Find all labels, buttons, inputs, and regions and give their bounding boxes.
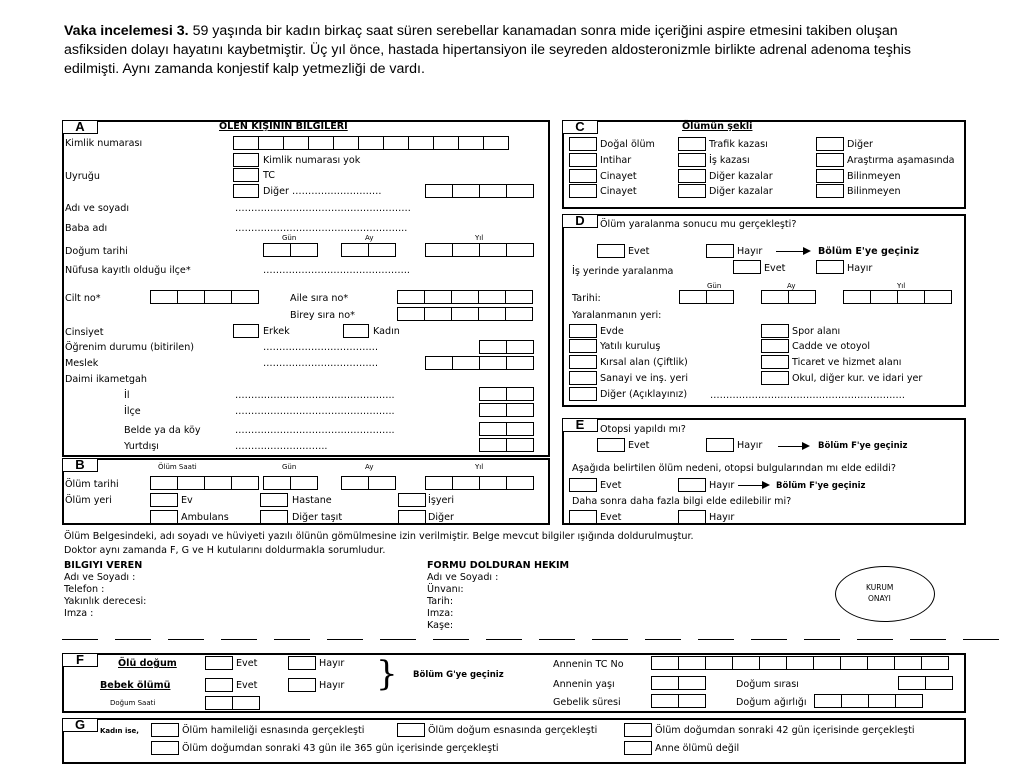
label-bebek-olumu: Bebek ölümü [100,680,171,691]
label-e-hayir-2: Hayır [709,480,735,491]
label-f-hayir-2: Hayır [319,680,345,691]
label-f-evet-2: Evet [236,680,258,691]
label-kimlik: Kimlik numarası [65,138,143,149]
label-anne-yas: Annenin yaşı [553,679,615,690]
c-col3-2-checkbox[interactable] [816,169,844,183]
kimlik-yok-checkbox[interactable] [233,153,259,167]
hekim-tarih[interactable]: Tarih: [427,596,454,607]
label-b-gun: Gün [282,463,297,471]
footer-line1: Ölüm Belgesindeki, adı soyadı ve hüviyeti yazılı ölünün gömülmesine izin verilmiştir. Belge mevcut bilgiler ışığında doldurulmuştur. [64,531,694,542]
ogrenim-code-field[interactable] [479,340,533,354]
label-uyrugu: Uyruğu [65,171,100,182]
dogum-sirasi-field[interactable] [898,676,952,690]
adi-soyadi-field[interactable]: ………………………………………………. [235,203,411,214]
c-col3-0-checkbox[interactable] [816,137,844,151]
c-col3-3-checkbox[interactable] [816,184,844,198]
c-col2-0-checkbox[interactable] [678,137,706,151]
c-col1-2-label: Cinayet [600,171,637,182]
separator-dash [62,639,98,640]
c-col2-3-label: Diğer kazalar [709,186,773,197]
d-right-3-checkbox[interactable] [761,371,789,385]
hekim-title: FORMU DOLDURAN HEKIM [427,560,570,571]
hastane-checkbox[interactable] [260,493,288,507]
label-isyeri: İşyeri [428,495,455,506]
label-e-hayir-1: Hayır [737,440,763,451]
d-diger-field[interactable]: ……………………………………………………. [710,390,905,401]
label-g-o1: Ölüm hamileliği esnasında gerçekleşti [182,725,365,736]
d-isyeri-hayir-checkbox[interactable] [816,260,844,274]
label-olum-saati: Ölüm Saati [158,463,197,471]
e-q3: Daha sonra daha fazla bilgi elde edilebilir mi? [572,496,792,507]
gebelik-field[interactable] [651,694,705,708]
label-g-o5: Anne ölümü değil [655,743,740,754]
label-f-hayir-1: Hayır [319,658,345,669]
isyeri-checkbox[interactable] [398,493,426,507]
birey-sira-field[interactable] [397,307,532,321]
diger-tasit-checkbox[interactable] [260,510,288,524]
label-d-isyeri-hayir: Hayır [847,263,873,274]
label-e-evet-1: Evet [628,440,650,451]
bebek-olumu-evet-checkbox[interactable] [205,678,233,692]
c-col1-0-checkbox[interactable] [569,137,597,151]
section-f-tag: F [62,653,98,667]
label-meslek: Meslek [65,358,99,369]
label-diger-tasit: Diğer taşıt [292,512,343,523]
d-right-0-label: Spor alanı [792,326,841,337]
label-f-evet-1: Evet [236,658,258,669]
il-field[interactable]: ………………………………………….. [235,390,395,401]
label-nufus: Nüfusa kayıtlı olduğu ilçe* [65,265,191,276]
c-col2-1-checkbox[interactable] [678,153,706,167]
label-d-gun: Gün [707,282,722,290]
veren-telefon[interactable]: Telefon : [64,584,105,595]
separator-dash [221,639,257,640]
label-b-diger: Diğer [428,512,454,523]
separator-dash [539,639,575,640]
label-olu-dogum: Ölü doğum [118,658,177,669]
label-aile: Aile sıra no* [290,293,349,304]
label-olum-tarihi: Ölüm tarihi [65,479,119,490]
b-diger-checkbox[interactable] [398,510,426,524]
e-q3-evet-checkbox[interactable] [569,510,597,524]
separator-dash [804,639,840,640]
label-hastane: Hastane [292,495,332,506]
section-a-title: OLEN KIŞININ BILGILERI [219,121,348,132]
label-erkek: Erkek [263,326,290,337]
label-cilt: Cilt no* [65,293,101,304]
label-belde: Belde ya da köy [124,425,201,436]
label-ay: Ay [365,234,374,242]
d-question: Ölüm yaralanma sonucu mu gerçekleşti? [600,219,797,230]
onayi-label: ONAYI [868,594,891,603]
separator-dash [963,639,999,640]
label-kimlik-yok: Kimlik numarası yok [263,155,361,166]
e-q3-hayir-checkbox[interactable] [678,510,706,524]
d-left-0-label: Evde [600,326,624,337]
e-otopsi: Otopsi yapıldı mı? [600,424,686,435]
label-b-yil: Yıl [475,463,484,471]
c-col1-0-label: Doğal ölüm [600,139,655,150]
d-left-0-checkbox[interactable] [569,324,597,338]
label-d-tarihi: Tarihi: [572,293,601,304]
c-col2-2-label: Diğer kazalar [709,171,773,182]
yurtdisi-code-field[interactable] [479,438,533,452]
yurtdisi-field[interactable]: ……………………….. [235,441,328,452]
label-ogrenim: Öğrenim durumu (bitirilen) [65,342,195,353]
label-anne-tc: Annenin TC No [553,659,624,670]
e-otopsi-evet-checkbox[interactable] [597,438,625,452]
label-b-ay: Ay [365,463,374,471]
label-dogum-tarihi: Doğum tarihi [65,246,128,257]
label-d-ay: Ay [787,282,796,290]
d-gun-field[interactable] [679,290,733,304]
d-right-2-checkbox[interactable] [761,355,789,369]
label-d-isyeri: İş yerinde yaralanma [572,266,674,277]
kurum-label: KURUM [866,583,894,592]
section-c-tag: C [562,120,598,134]
olum-gun-field[interactable] [263,476,317,490]
anne-tc-field[interactable] [651,656,948,670]
label-gun: Gün [282,234,297,242]
separator-dash [698,639,734,640]
hekim-adi[interactable]: Adı ve Soyadı : [427,572,499,583]
label-cinsiyet: Cinsiyet [65,327,104,338]
e-q2-evet-checkbox[interactable] [569,478,597,492]
d-right-3-label: Okul, diğer kur. ve idari yer [792,373,923,384]
kimlik-number-field[interactable] [233,136,508,150]
dogum-ay-field[interactable] [341,243,395,257]
olu-dogum-evet-checkbox[interactable] [205,656,233,670]
case-text: 59 yaşında bir kadın birkaç saat süren serebellar kanamadan sonra mide içeriğini aspire etmesini takiben oluşan asfiksiden dolayı hayatını kaybetmiştir. Üç yıl önce, hastada hipertansiyon ile seyreden aldosteronizmle birlikte adrenal adenoma teşhis edilmişti. Aynı zamanda konjestif kalp yetmezliği de vardı. [64,23,911,77]
c-col1-1-checkbox[interactable] [569,153,597,167]
case-intro [64,22,964,79]
separator-dash [592,639,628,640]
anne-yas-field[interactable] [651,676,705,690]
label-kadin: Kadın [373,326,400,337]
d-left-1-checkbox[interactable] [569,339,597,353]
uyruk-code-field[interactable] [425,184,533,198]
d-right-0-checkbox[interactable] [761,324,789,338]
d-isyeri-evet-checkbox[interactable] [733,260,761,274]
label-olum-yeri: Ölüm yeri [65,495,112,506]
e-otopsi-hayir-checkbox[interactable] [706,438,734,452]
d-evet-checkbox[interactable] [597,244,625,258]
separator-dash [486,639,522,640]
label-yurtdisi: Yurtdışı [124,441,159,452]
label-ilce: İlçe [124,406,141,417]
c-col1-3-checkbox[interactable] [569,184,597,198]
label-d-yer: Yaralanmanın yeri: [572,310,662,321]
arrow-icon [778,446,808,447]
belde-code-field[interactable] [479,422,533,436]
separator-dash [115,639,151,640]
d-left-4-label: Diğer (Açıklayınız) [600,389,688,400]
c-col3-2-label: Bilinmeyen [847,171,901,182]
separator-dash [910,639,946,640]
d-goto: Bölüm E'ye geçiniz [818,246,920,257]
d-right-1-checkbox[interactable] [761,339,789,353]
d-left-3-checkbox[interactable] [569,371,597,385]
olu-dogum-hayir-checkbox[interactable] [288,656,316,670]
ambulans-checkbox[interactable] [150,510,178,524]
d-right-1-label: Cadde ve otoyol [792,341,871,352]
d-left-1-label: Yatılı kuruluş [600,341,661,352]
c-col2-3-checkbox[interactable] [678,184,706,198]
d-right-2-label: Ticaret ve hizmet alanı [792,357,902,368]
olum-yil-field[interactable] [425,476,533,490]
c-col2-1-label: İş kazası [709,155,750,166]
separator-dash [274,639,310,640]
c-col3-1-checkbox[interactable] [816,153,844,167]
label-d-yil: Yıl [897,282,906,290]
bebek-olumu-hayir-checkbox[interactable] [288,678,316,692]
separator-dash [168,639,204,640]
c-col2-0-label: Trafik kazası [709,139,768,150]
cilt-no-field[interactable] [150,290,258,304]
label-d-evet: Evet [628,246,650,257]
dogum-gun-field[interactable] [263,243,317,257]
dogum-agirligi-field[interactable] [814,694,922,708]
c-col1-2-checkbox[interactable] [569,169,597,183]
ev-checkbox[interactable] [150,493,178,507]
g-hamilelik-checkbox[interactable] [151,723,179,737]
hekim-kase[interactable]: Kaşe: [427,620,454,631]
d-hayir-checkbox[interactable] [706,244,734,258]
e-q2-hayir-checkbox[interactable] [678,478,706,492]
label-ev: Ev [181,495,193,506]
c-col1-1-label: Intihar [600,155,632,166]
section-c-title: Ölümün şekli [682,121,753,132]
label-e-evet-2: Evet [600,480,622,491]
aile-sira-field[interactable] [397,290,532,304]
label-e-hayir-3: Hayır [709,512,735,523]
separator-dash [645,639,681,640]
c-col3-3-label: Bilinmeyen [847,186,901,197]
d-left-2-checkbox[interactable] [569,355,597,369]
label-g-o4: Ölüm doğumdan sonraki 43 gün ile 365 gün içerisinde gerçekleşti [182,743,499,754]
section-g-tag: G [62,718,98,732]
veren-imza[interactable]: Imza : [64,608,94,619]
separator-dash [327,639,363,640]
separator-dash [380,639,416,640]
e-goto-2: Bölüm F'ye geçiniz [776,481,866,491]
label-birey: Birey sıra no* [290,310,355,321]
label-kadin-ise: Kadın ise, [100,727,139,735]
case-label: Vaka incelemesi 3. [64,23,189,39]
veren-adi[interactable]: Adı ve Soyadı : [64,572,136,583]
d-left-2-label: Kırsal alan (Çiftlik) [600,357,688,368]
ogrenim-field[interactable]: ……………………………… [263,342,379,353]
label-d-hayir: Hayır [737,246,763,257]
kadin-checkbox[interactable] [343,324,369,338]
section-d-tag: D [562,214,598,228]
label-g-o3: Ölüm doğumdan sonraki 42 gün içerisinde gerçekleşti [655,725,915,736]
dogum-saati-field[interactable] [205,696,259,710]
label-uyruk-diger: Diğer ………………………. [263,186,382,197]
nufus-field[interactable]: ………………………………………. [263,265,410,276]
separator-dash [857,639,893,640]
d-left-3-label: Sanayi ve inş. yeri [600,373,688,384]
belde-field[interactable]: ………………………………………….. [235,425,395,436]
label-ambulans: Ambulans [181,512,229,523]
f-goto: Bölüm G'ye geçiniz [413,670,504,680]
e-q2: Aşağıda belirtilen ölüm nedeni, otopsi bulgularından mı elde edildi? [572,463,896,474]
d-left-4-checkbox[interactable] [569,387,597,401]
label-dogum-saati: Doğum Saati [110,699,156,707]
erkek-checkbox[interactable] [233,324,259,338]
olum-saat-field[interactable] [150,476,258,490]
e-goto-1: Bölüm F'ye geçiniz [818,441,908,451]
label-baba-adi: Baba adı [65,223,108,234]
label-e-evet-3: Evet [600,512,622,523]
label-gebelik: Gebelik süresi [553,697,621,708]
separator-dash [433,639,469,640]
g-anne-olumu-degil-checkbox[interactable] [624,741,652,755]
olum-ay-field[interactable] [341,476,395,490]
brace-icon: } [376,654,398,694]
d-ay-field[interactable] [761,290,815,304]
g-dogum-esnasi-checkbox[interactable] [397,723,425,737]
section-b-tag: B [62,458,98,472]
ilce-code-field[interactable] [479,403,533,417]
c-col3-1-label: Araştırma aşamasında [847,155,955,166]
section-e-tag: E [562,418,598,432]
label-il: İl [124,390,130,401]
separator-dash [751,639,787,640]
c-col2-2-checkbox[interactable] [678,169,706,183]
arrow-icon [776,251,809,252]
label-g-o2: Ölüm doğum esnasında gerçekleşti [428,725,598,736]
g-42gun-checkbox[interactable] [624,723,652,737]
label-d-isyeri-evet: Evet [764,263,786,274]
footer-line2: Doktor aynı zamanda F, G ve H kutularını doldurmakla sorumludur. [64,545,386,556]
arrow-icon [738,485,768,486]
tc-checkbox[interactable] [233,168,259,182]
meslek-field[interactable]: ……………………………… [263,358,379,369]
label-yil: Yıl [475,234,484,242]
label-dogum-agirligi: Doğum ağırlığı [736,697,807,708]
il-code-field[interactable] [479,387,533,401]
ilce-field[interactable]: ………………………………………….. [235,406,395,417]
d-yil-field[interactable] [843,290,951,304]
baba-adi-field[interactable]: ……………………………………………... [235,223,408,234]
label-adi-soyadi: Adı ve soyadı [65,203,130,214]
uyruk-diger-checkbox[interactable] [233,184,259,198]
dogum-yil-field[interactable] [425,243,533,257]
g-365gun-checkbox[interactable] [151,741,179,755]
c-col3-0-label: Diğer [847,139,873,150]
hekim-unvan[interactable]: Ünvanı: [427,584,464,595]
veren-title: BILGIYI VEREN [64,560,143,571]
label-daimi: Daimi ikametgah [65,374,147,385]
section-a-tag: A [62,120,98,134]
meslek-code-field[interactable] [425,356,533,370]
hekim-imza[interactable]: Imza: [427,608,454,619]
label-dogum-sirasi: Doğum sırası [736,679,799,690]
c-col1-3-label: Cinayet [600,186,637,197]
label-tc: TC [263,170,275,181]
veren-yakinlik[interactable]: Yakınlık derecesi: [64,596,147,607]
